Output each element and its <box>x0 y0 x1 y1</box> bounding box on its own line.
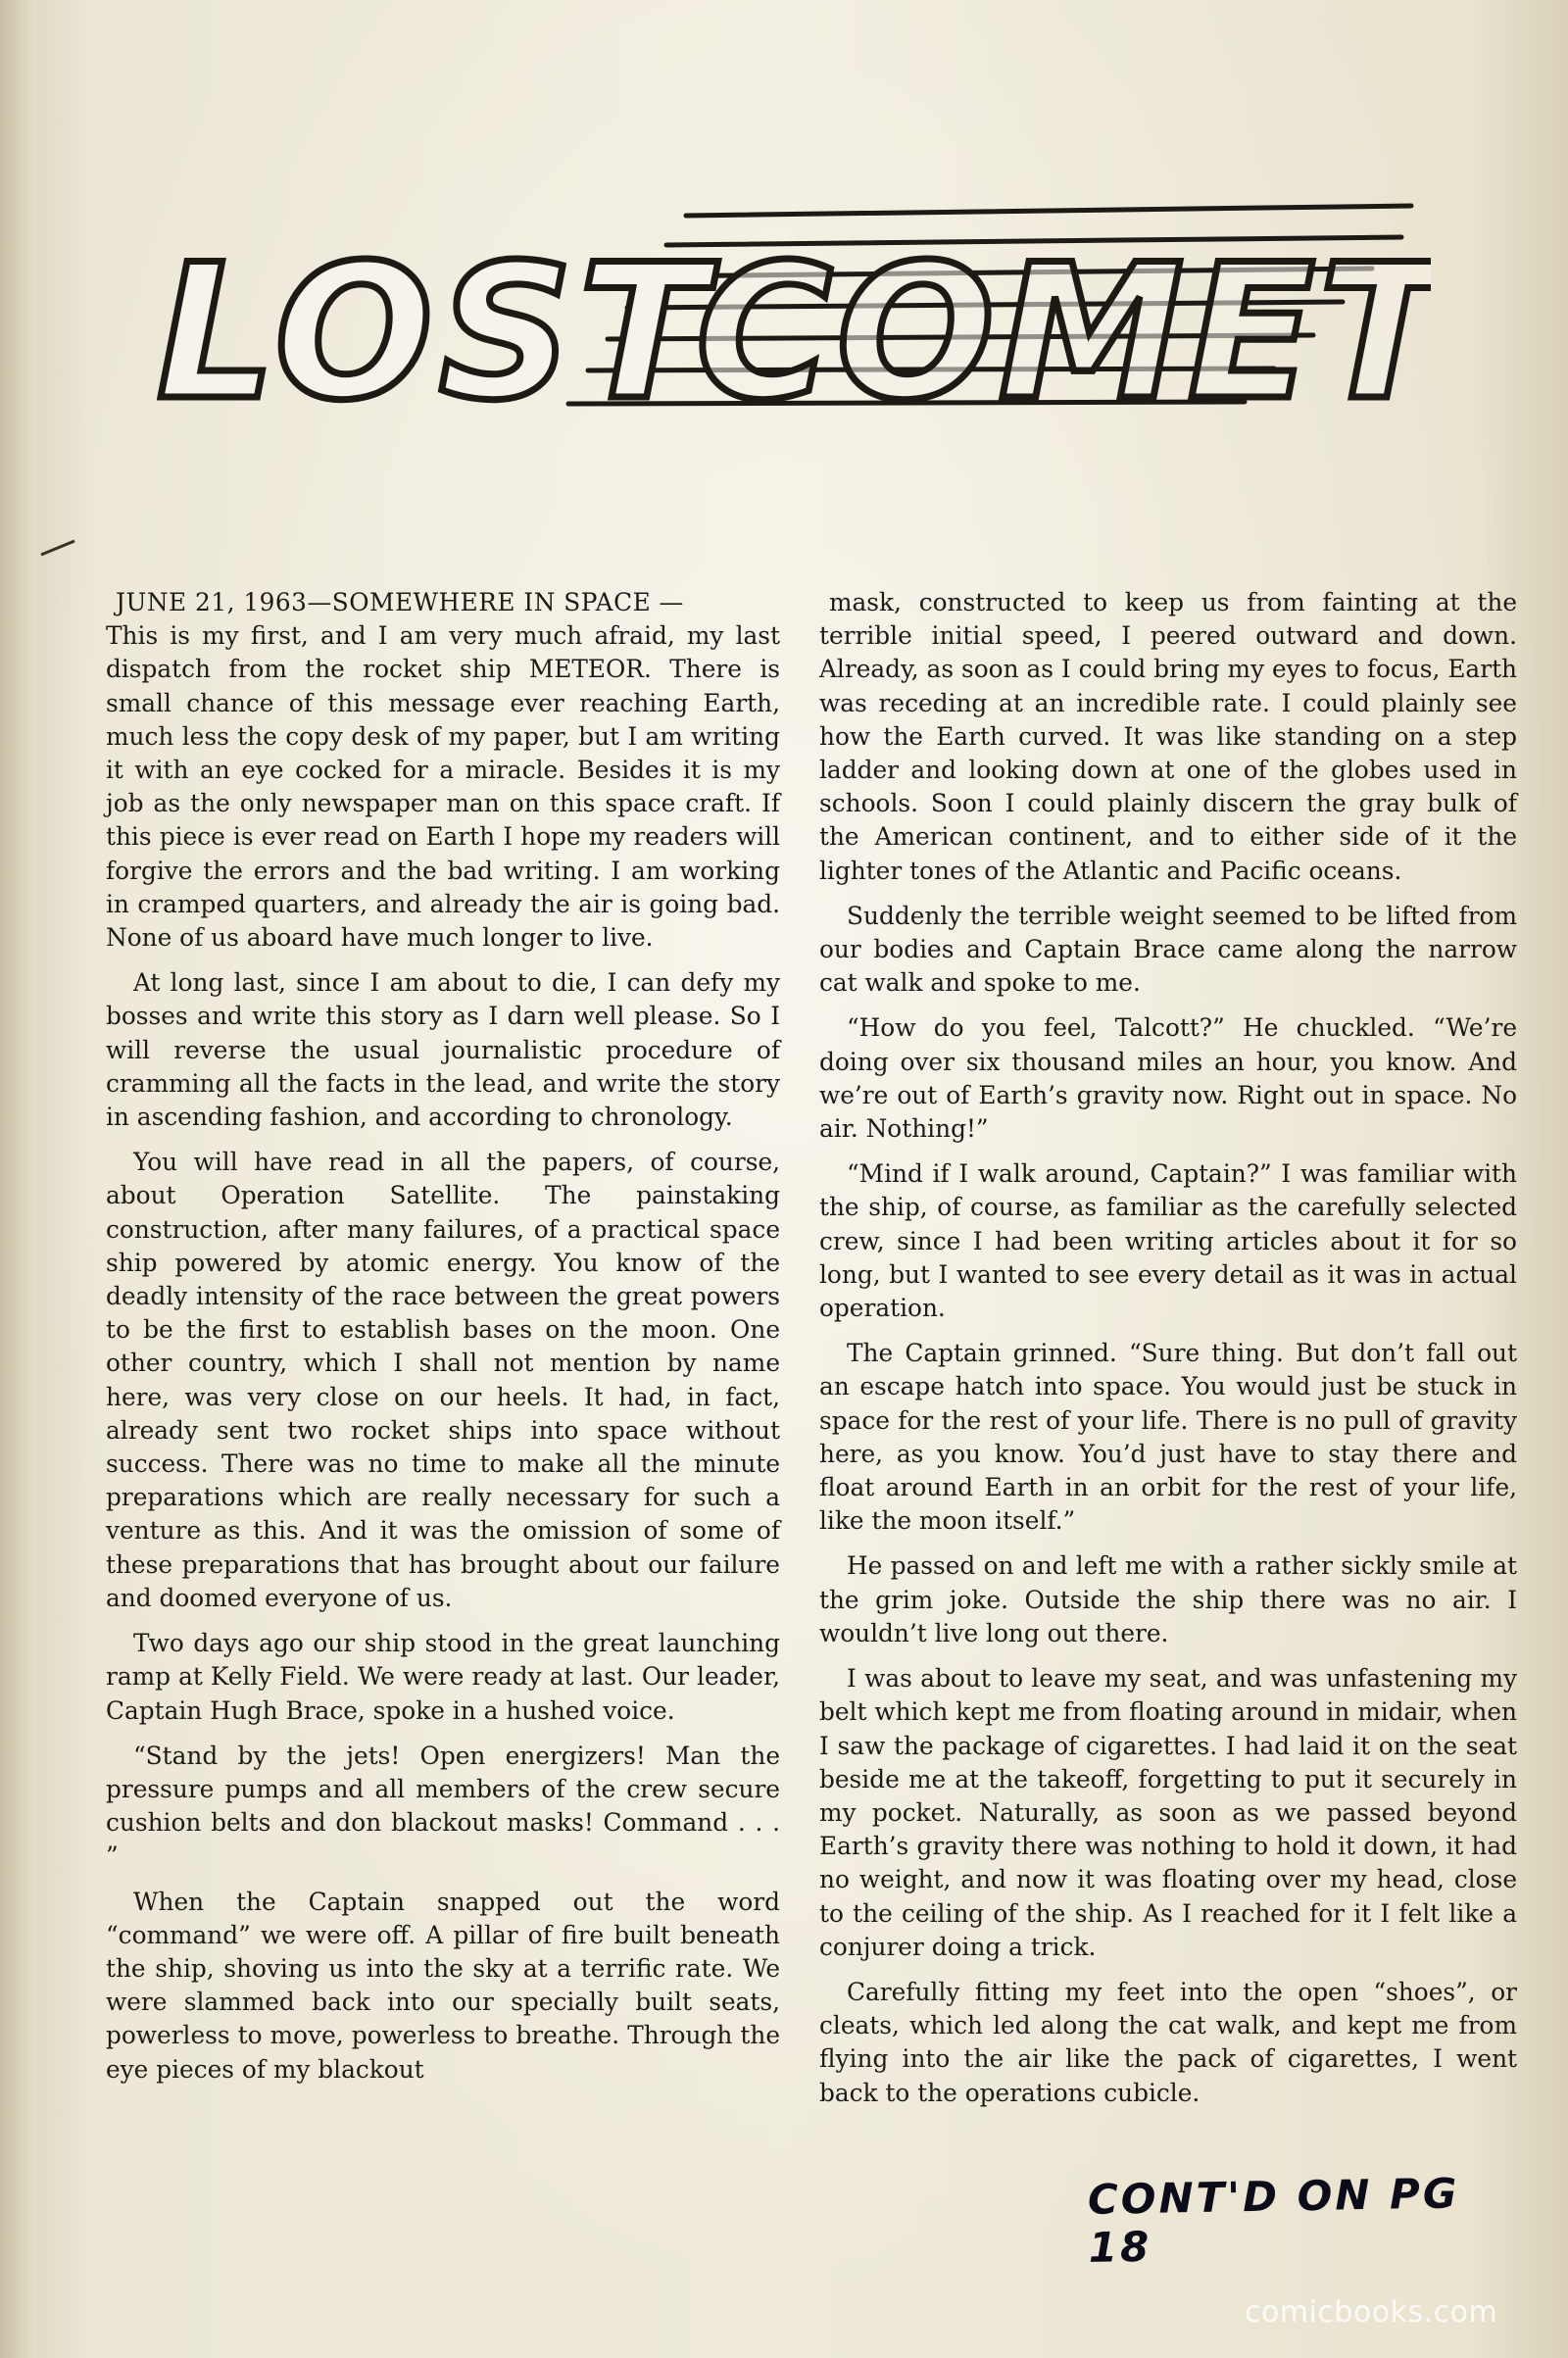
paragraph: I was about to leave my seat, and was unfastening my belt which kept me from floating around in midair, when I saw the package of cigarettes. I had laid it on the seat beside me at the takeoff, forgetting to put it securely in my pocket. Naturally, as soon as we passed beyond Earth’s gravity there was nothing to hold it down, it had no weight, and now it was floating over my head, close to the ceiling of the ship. As I reached for it I felt like a conjurer doing a trick. <box>819 1664 1517 1961</box>
text-column-right <box>819 586 1517 2122</box>
story-title-logo <box>137 147 1431 441</box>
paragraph: mask, constructed to keep us from fainting at the terrible initial speed, I peered outward and down. Already, as soon as I could bring my eyes to focus, Earth was receding at an incredible rate. I could plainly see how the Earth curved. It was like standing on a step ladder and looking down at one of the globes used in schools. Soon I could plainly discern the gray bulk of the American continent, and to either side of it the lighter tones of the Atlantic and Pacific oceans. <box>819 588 1517 885</box>
paragraph: The Captain grinned. “Sure thing. But don’t fall out an escape hatch into space. You would just be stuck in space for the rest of your life. There is no pull of gravity here, as you know. You’d just have to stay there and float around Earth in an orbit for the rest of your life, like the moon itself.” <box>819 1339 1517 1536</box>
page-edge <box>0 0 37 2358</box>
paragraph: You will have read in all the papers, of course, about Operation Satellite. The painstaking construction, after many failures, of a practical space ship powered by atomic energy. You know of the deadly intensity of the race between the great powers to be the first to establish bases on the moon. One other country, which I shall not mention by name here, was very close on our heels. It had, in fact, already sent two rocket ships into space without success. There was no time to make all the minute preparations which are really necessary for such a venture as this. And it was the omission of some of these preparations that has brought about our failure and doomed everyone of us. <box>106 1148 780 1612</box>
paragraph: “Stand by the jets! Open energizers! Man the pressure pumps and all members of the crew secure cushion belts and don blackout masks! Command . . . ” <box>106 1741 780 1871</box>
dateline: JUNE 21, 1963—SOMEWHERE IN SPACE — <box>116 588 684 616</box>
watermark: comicbooks.com <box>1245 2295 1498 2330</box>
handwritten-continuation-note: CONT'D ON PG 18 <box>1087 2169 1460 2272</box>
paragraph-text: This is my first, and I am very much afraid, my last dispatch from the rocket ship METEOR. There is small chance of this message ever reaching Earth, much less the copy desk of my paper, but I am writing it with an eye cocked for a miracle. Besides it is my job as the only newspaper man on this space craft. If this piece is ever read on Earth I hope my readers will forgive the errors and the bad writing. I am working in cramped quarters, and already the air is going bad. None of us aboard have much longer to live. <box>106 621 780 953</box>
paragraph: Carefully fitting my feet into the open “shoes”, or cleats, which led along the cat walk, and kept me from flying into the air like the pack of cigarettes, I went back to the operations cubicle. <box>819 1977 1517 2107</box>
text-column-left <box>106 586 780 2098</box>
paragraph: “How do you feel, Talcott?” He chuckled. “We’re doing over six thousand miles an hour, you know. And we’re out of Earth’s gravity now. Right out in space. No air. Nothing!” <box>819 1013 1517 1144</box>
title-word-comet: COMET <box>696 224 1431 441</box>
paragraph: He passed on and left me with a rather sickly smile at the grim joke. Outside the ship there was no air. I wouldn’t live long out there. <box>819 1551 1517 1647</box>
paragraph: Suddenly the terrible weight seemed to be lifted from our bodies and Captain Brace came along the narrow cat walk and spoke to me. <box>819 901 1517 998</box>
paragraph: “Mind if I walk around, Captain?” I was familiar with the ship, of course, as familiar as the carefully selected crew, since I had been writing articles about it for so long, but I wanted to see every detail as it was in actual operation. <box>819 1159 1517 1323</box>
pen-mark <box>39 537 78 557</box>
paragraph <box>106 586 780 955</box>
paragraph: When the Captain snapped out the word “command” we were off. A pillar of fire built beneath the ship, shoving us into the sky at a terrific rate. We were slammed back into our specially built seats, powerless to move, powerless to breathe. Through the eye pieces of my blackout <box>106 1887 780 2084</box>
title-word-lost: LOST <box>157 224 712 441</box>
paragraph: At long last, since I am about to die, I can defy my bosses and write this story as I darn well please. So I will reverse the usual journalistic procedure of cramming all the facts in the lead, and write the story in ascending fashion, and according to chronology. <box>106 968 780 1132</box>
paragraph: Two days ago our ship stood in the great launching ramp at Kelly Field. We were ready at last. Our leader, Captain Hugh Brace, spoke in a hushed voice. <box>106 1629 780 1725</box>
